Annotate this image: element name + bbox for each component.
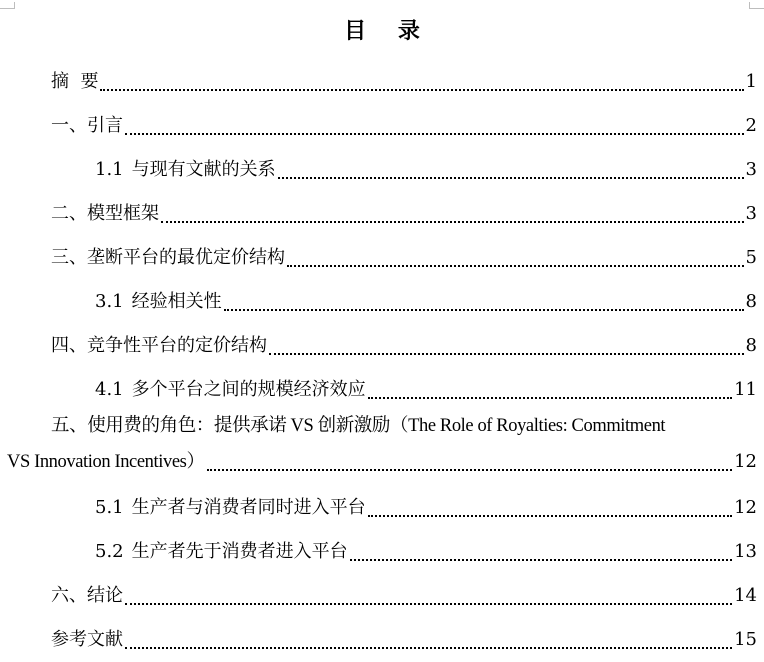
toc-page-number: 15 <box>734 629 757 650</box>
toc-dot-leader <box>161 215 744 223</box>
toc-section-number: 5.2 <box>95 541 124 562</box>
toc-entry-text: 生产者先于消费者进入平台 <box>131 541 348 562</box>
toc-page-number: 12 <box>734 497 757 518</box>
toc-entry-competitive-pricing[interactable] <box>0 324 764 368</box>
toc-dot-leader <box>207 463 733 471</box>
toc-entry-introduction[interactable] <box>0 104 764 148</box>
toc-page-number: 3 <box>745 203 757 224</box>
toc-dot-leader <box>224 303 744 311</box>
toc-page-number: 3 <box>745 159 757 180</box>
toc-entry-text-line2: VS Innovation Incentives） <box>7 452 205 472</box>
toc-entry-text: 经验相关性 <box>131 291 222 312</box>
toc-title: 目 录 <box>344 18 432 44</box>
page-corner-mark-right <box>749 2 764 9</box>
toc-page-number: 13 <box>734 541 757 562</box>
toc-page-number: 8 <box>745 291 757 312</box>
toc-dot-leader <box>125 641 732 649</box>
toc-page-number: 12 <box>734 451 757 472</box>
toc-entry-references[interactable] <box>0 618 764 662</box>
toc-entry-text: 参考文献 <box>51 629 123 650</box>
toc-page-number: 11 <box>734 379 757 400</box>
toc-entry-text-line1: 五、使用费的角色：提供承诺 VS 创新激励（The Role of Royalties: Commitment <box>51 416 666 436</box>
toc-entry-4-1[interactable] <box>0 368 764 412</box>
toc-page-number: 1 <box>745 71 757 92</box>
toc-dot-leader <box>269 347 744 355</box>
toc-entry-text: 一、引言 <box>51 115 123 136</box>
toc-entry-monopoly-pricing[interactable] <box>0 236 764 280</box>
toc-entry-text: 与现有文献的关系 <box>131 159 276 180</box>
toc-entry-text: 多个平台之间的规模经济效应 <box>131 379 366 400</box>
toc-dot-leader <box>287 259 744 267</box>
toc-entry-text: 二、模型框架 <box>51 203 159 224</box>
toc-entry-text: 摘 要 <box>51 71 99 92</box>
toc-dot-leader <box>125 597 732 605</box>
toc-section-number: 5.1 <box>95 497 124 518</box>
toc-entry-1-1[interactable] <box>0 148 764 192</box>
toc-dot-leader <box>125 127 744 135</box>
page-corner-mark-left <box>0 2 15 9</box>
toc-dot-leader <box>368 391 732 399</box>
toc-entry-text: 四、竞争性平台的定价结构 <box>51 335 267 356</box>
toc-dot-leader <box>350 553 732 561</box>
toc-page-number: 14 <box>734 585 757 606</box>
toc-entry-royalties[interactable] <box>0 412 764 484</box>
toc-section-number: 3.1 <box>95 291 124 312</box>
toc-entry-text: 生产者与消费者同时进入平台 <box>131 497 366 518</box>
toc-dot-leader <box>368 509 732 517</box>
toc-entry-abstract[interactable] <box>0 60 764 104</box>
toc-entry-5-1[interactable] <box>0 486 764 530</box>
toc-page-number: 2 <box>745 115 757 136</box>
toc-entry-text: 六、结论 <box>51 585 123 606</box>
toc-page-number: 8 <box>745 335 757 356</box>
toc-entry-text: 三、垄断平台的最优定价结构 <box>51 247 285 268</box>
toc-section-number: 4.1 <box>95 379 124 400</box>
toc-dot-leader <box>100 83 743 91</box>
toc-entry-conclusion[interactable] <box>0 574 764 618</box>
toc-entry-5-2[interactable] <box>0 530 764 574</box>
toc-dot-leader <box>278 171 744 179</box>
toc-entry-3-1[interactable] <box>0 280 764 324</box>
toc-section-number: 1.1 <box>95 159 124 180</box>
toc-page-number: 5 <box>745 247 757 268</box>
toc-entry-model-framework[interactable] <box>0 192 764 236</box>
